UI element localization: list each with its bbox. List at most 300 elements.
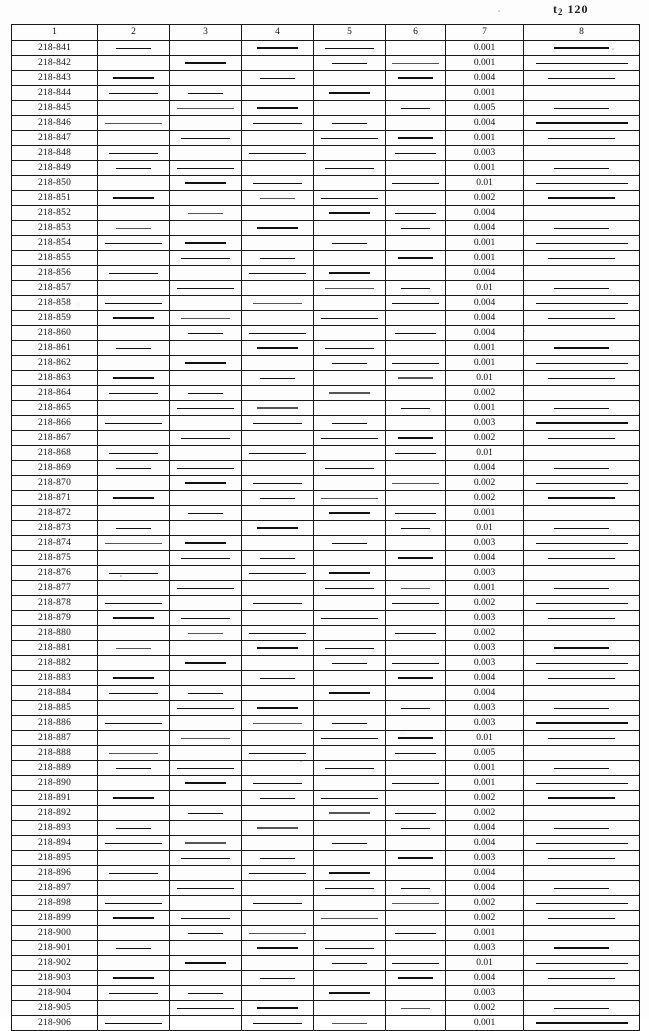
blank-cell-col4 bbox=[242, 431, 314, 446]
blank-cell-col4 bbox=[242, 116, 314, 131]
table-header-row bbox=[12, 25, 640, 41]
blank-cell-col3 bbox=[170, 596, 242, 611]
strike-mark bbox=[253, 783, 303, 784]
blank-cell-col3 bbox=[170, 986, 242, 1001]
blank-cell-col4 bbox=[242, 821, 314, 836]
blank-cell-col3 bbox=[170, 101, 242, 116]
blank-cell-col8 bbox=[524, 821, 640, 836]
blank-cell-col6 bbox=[386, 1016, 446, 1031]
blank-cell-col4 bbox=[242, 176, 314, 191]
strike-mark bbox=[548, 797, 615, 799]
value-col7: 0.003 bbox=[446, 146, 524, 161]
row-id: 218-875 bbox=[12, 551, 98, 566]
strike-mark bbox=[185, 482, 226, 484]
blank-cell-col6 bbox=[386, 656, 446, 671]
strike-mark bbox=[113, 977, 154, 979]
blank-cell-col5 bbox=[314, 551, 386, 566]
blank-cell-col5 bbox=[314, 176, 386, 191]
strike-mark bbox=[177, 468, 234, 469]
blank-cell-col3 bbox=[170, 206, 242, 221]
table-row bbox=[12, 221, 640, 236]
row-id: 218-847 bbox=[12, 131, 98, 146]
column-header-7: 7 bbox=[446, 25, 524, 41]
blank-cell-col6 bbox=[386, 626, 446, 641]
strike-mark bbox=[260, 258, 294, 259]
blank-cell-col8 bbox=[524, 716, 640, 731]
blank-cell-col5 bbox=[314, 401, 386, 416]
value-col7: 0.004 bbox=[446, 221, 524, 236]
row-id: 218-877 bbox=[12, 581, 98, 596]
strike-mark bbox=[249, 933, 306, 934]
blank-cell-col5 bbox=[314, 971, 386, 986]
blank-cell-col2 bbox=[98, 656, 170, 671]
blank-cell-col5 bbox=[314, 416, 386, 431]
blank-cell-col3 bbox=[170, 851, 242, 866]
blank-cell-col3 bbox=[170, 581, 242, 596]
value-col7: 0.002 bbox=[446, 386, 524, 401]
blank-cell-col5 bbox=[314, 896, 386, 911]
blank-cell-col2 bbox=[98, 521, 170, 536]
table-row bbox=[12, 146, 640, 161]
table-row bbox=[12, 686, 640, 701]
table-row bbox=[12, 581, 640, 596]
strike-mark bbox=[109, 753, 159, 754]
blank-cell-col5 bbox=[314, 941, 386, 956]
strike-mark bbox=[177, 708, 234, 709]
strike-mark bbox=[249, 273, 306, 274]
blank-cell-col8 bbox=[524, 416, 640, 431]
blank-cell-col2 bbox=[98, 1001, 170, 1016]
blank-cell-col5 bbox=[314, 206, 386, 221]
blank-cell-col6 bbox=[386, 401, 446, 416]
strike-mark bbox=[395, 453, 436, 454]
row-id: 218-883 bbox=[12, 671, 98, 686]
strike-mark bbox=[554, 528, 609, 529]
value-col7: 0.003 bbox=[446, 656, 524, 671]
table-row bbox=[12, 521, 640, 536]
strike-mark bbox=[185, 362, 226, 364]
strike-mark bbox=[113, 317, 154, 319]
strike-mark bbox=[321, 198, 378, 199]
blank-cell-col2 bbox=[98, 836, 170, 851]
blank-cell-col3 bbox=[170, 116, 242, 131]
strike-mark bbox=[116, 768, 150, 769]
blank-cell-col4 bbox=[242, 311, 314, 326]
strike-mark bbox=[401, 828, 429, 829]
strike-mark bbox=[554, 408, 609, 409]
strike-mark bbox=[249, 873, 306, 874]
blank-cell-col2 bbox=[98, 131, 170, 146]
strike-mark bbox=[257, 947, 298, 949]
strike-mark bbox=[536, 363, 628, 364]
blank-cell-col3 bbox=[170, 356, 242, 371]
blank-cell-col4 bbox=[242, 866, 314, 881]
value-col7: 0.01 bbox=[446, 446, 524, 461]
table-row bbox=[12, 86, 640, 101]
strike-mark bbox=[325, 888, 375, 889]
value-col7: 0.001 bbox=[446, 356, 524, 371]
strike-mark bbox=[113, 677, 154, 679]
blank-cell-col4 bbox=[242, 146, 314, 161]
blank-cell-col5 bbox=[314, 686, 386, 701]
strike-mark bbox=[257, 107, 298, 109]
blank-cell-col3 bbox=[170, 41, 242, 56]
strike-mark bbox=[185, 542, 226, 544]
strike-mark bbox=[113, 377, 154, 379]
strike-mark bbox=[109, 453, 159, 454]
table-row bbox=[12, 761, 640, 776]
blank-cell-col8 bbox=[524, 956, 640, 971]
strike-mark bbox=[177, 1008, 234, 1009]
blank-cell-col2 bbox=[98, 746, 170, 761]
blank-cell-col5 bbox=[314, 626, 386, 641]
blank-cell-col4 bbox=[242, 986, 314, 1001]
value-col7: 0.001 bbox=[446, 251, 524, 266]
column-header-6: 6 bbox=[386, 25, 446, 41]
table-row bbox=[12, 566, 640, 581]
row-id: 218-852 bbox=[12, 206, 98, 221]
strike-mark bbox=[116, 48, 150, 49]
table-row bbox=[12, 326, 640, 341]
table-row bbox=[12, 386, 640, 401]
value-col7: 0.01 bbox=[446, 281, 524, 296]
blank-cell-col4 bbox=[242, 686, 314, 701]
blank-cell-col5 bbox=[314, 776, 386, 791]
strike-mark bbox=[321, 798, 378, 799]
table-row bbox=[12, 866, 640, 881]
table-row bbox=[12, 971, 640, 986]
blank-cell-col8 bbox=[524, 761, 640, 776]
table-row bbox=[12, 101, 640, 116]
blank-cell-col8 bbox=[524, 986, 640, 1001]
blank-cell-col4 bbox=[242, 356, 314, 371]
blank-cell-col5 bbox=[314, 911, 386, 926]
blank-cell-col2 bbox=[98, 911, 170, 926]
strike-mark bbox=[395, 513, 436, 514]
value-col7: 0.002 bbox=[446, 911, 524, 926]
strike-mark bbox=[392, 363, 439, 364]
value-col7: 0.01 bbox=[446, 956, 524, 971]
value-col7: 0.001 bbox=[446, 41, 524, 56]
strike-mark bbox=[257, 1007, 298, 1009]
strike-mark bbox=[548, 918, 615, 919]
strike-mark bbox=[329, 272, 370, 274]
strike-mark bbox=[395, 933, 436, 934]
blank-cell-col8 bbox=[524, 326, 640, 341]
strike-mark bbox=[181, 438, 231, 439]
blank-cell-col4 bbox=[242, 41, 314, 56]
blank-cell-col2 bbox=[98, 146, 170, 161]
row-id: 218-895 bbox=[12, 851, 98, 866]
row-id: 218-886 bbox=[12, 716, 98, 731]
blank-cell-col5 bbox=[314, 791, 386, 806]
strike-mark bbox=[554, 828, 609, 829]
row-id: 218-893 bbox=[12, 821, 98, 836]
table-row bbox=[12, 1001, 640, 1016]
table-row bbox=[12, 956, 640, 971]
strike-mark bbox=[113, 917, 154, 919]
blank-cell-col3 bbox=[170, 431, 242, 446]
blank-cell-col4 bbox=[242, 221, 314, 236]
blank-cell-col5 bbox=[314, 236, 386, 251]
row-id: 218-865 bbox=[12, 401, 98, 416]
blank-cell-col2 bbox=[98, 386, 170, 401]
table-row bbox=[12, 656, 640, 671]
value-col7: 0.002 bbox=[446, 1001, 524, 1016]
strike-mark bbox=[185, 962, 226, 964]
strike-mark bbox=[105, 243, 162, 244]
blank-cell-col5 bbox=[314, 986, 386, 1001]
blank-cell-col5 bbox=[314, 56, 386, 71]
table-row bbox=[12, 116, 640, 131]
blank-cell-col3 bbox=[170, 971, 242, 986]
value-col7: 0.001 bbox=[446, 236, 524, 251]
strike-mark bbox=[253, 1023, 303, 1024]
blank-cell-col8 bbox=[524, 731, 640, 746]
strike-mark bbox=[548, 678, 615, 679]
blank-cell-col8 bbox=[524, 836, 640, 851]
scan-speck bbox=[498, 10, 500, 12]
strike-mark bbox=[181, 858, 231, 859]
row-id: 218-874 bbox=[12, 536, 98, 551]
strike-mark bbox=[188, 993, 222, 994]
strike-mark bbox=[554, 768, 609, 769]
strike-mark bbox=[321, 498, 378, 499]
blank-cell-col4 bbox=[242, 746, 314, 761]
blank-cell-col8 bbox=[524, 776, 640, 791]
blank-cell-col8 bbox=[524, 131, 640, 146]
strike-mark bbox=[249, 333, 306, 334]
blank-cell-col4 bbox=[242, 911, 314, 926]
strike-mark bbox=[395, 333, 436, 334]
table-row bbox=[12, 611, 640, 626]
blank-cell-col2 bbox=[98, 416, 170, 431]
blank-cell-col3 bbox=[170, 296, 242, 311]
blank-cell-col8 bbox=[524, 281, 640, 296]
blank-cell-col8 bbox=[524, 206, 640, 221]
blank-cell-col6 bbox=[386, 581, 446, 596]
strike-mark bbox=[536, 843, 628, 844]
blank-cell-col6 bbox=[386, 476, 446, 491]
row-id: 218-845 bbox=[12, 101, 98, 116]
strike-mark bbox=[257, 347, 298, 349]
value-col7: 0.004 bbox=[446, 461, 524, 476]
strike-mark bbox=[329, 212, 370, 214]
strike-mark bbox=[548, 378, 615, 379]
blank-cell-col8 bbox=[524, 431, 640, 446]
header-note-value: 120 bbox=[567, 2, 589, 16]
strike-mark bbox=[257, 707, 298, 709]
blank-cell-col5 bbox=[314, 716, 386, 731]
blank-cell-col4 bbox=[242, 386, 314, 401]
column-header-8: 8 bbox=[524, 25, 640, 41]
blank-cell-col5 bbox=[314, 461, 386, 476]
strike-mark bbox=[253, 603, 303, 604]
row-id: 218-882 bbox=[12, 656, 98, 671]
blank-cell-col6 bbox=[386, 446, 446, 461]
blank-cell-col4 bbox=[242, 596, 314, 611]
blank-cell-col3 bbox=[170, 251, 242, 266]
strike-mark bbox=[398, 737, 432, 739]
row-id: 218-880 bbox=[12, 626, 98, 641]
blank-cell-col6 bbox=[386, 776, 446, 791]
row-id: 218-861 bbox=[12, 341, 98, 356]
row-id: 218-902 bbox=[12, 956, 98, 971]
blank-cell-col4 bbox=[242, 791, 314, 806]
blank-cell-col8 bbox=[524, 146, 640, 161]
table-row bbox=[12, 791, 640, 806]
strike-mark bbox=[181, 558, 231, 559]
blank-cell-col6 bbox=[386, 356, 446, 371]
blank-cell-col6 bbox=[386, 986, 446, 1001]
strike-mark bbox=[105, 843, 162, 844]
blank-cell-col4 bbox=[242, 941, 314, 956]
strike-mark bbox=[548, 78, 615, 79]
strike-mark bbox=[325, 288, 375, 289]
blank-cell-col5 bbox=[314, 581, 386, 596]
row-id: 218-856 bbox=[12, 266, 98, 281]
blank-cell-col3 bbox=[170, 146, 242, 161]
blank-cell-col4 bbox=[242, 521, 314, 536]
value-col7: 0.002 bbox=[446, 476, 524, 491]
strike-mark bbox=[116, 948, 150, 949]
strike-mark bbox=[392, 963, 439, 964]
blank-cell-col6 bbox=[386, 236, 446, 251]
blank-cell-col2 bbox=[98, 956, 170, 971]
blank-cell-col2 bbox=[98, 716, 170, 731]
blank-cell-col6 bbox=[386, 296, 446, 311]
blank-cell-col6 bbox=[386, 746, 446, 761]
strike-mark bbox=[398, 137, 432, 139]
blank-cell-col6 bbox=[386, 506, 446, 521]
blank-cell-col6 bbox=[386, 386, 446, 401]
table-row bbox=[12, 206, 640, 221]
row-id: 218-872 bbox=[12, 506, 98, 521]
strike-mark bbox=[177, 768, 234, 769]
blank-cell-col5 bbox=[314, 641, 386, 656]
blank-cell-col5 bbox=[314, 731, 386, 746]
row-id: 218-849 bbox=[12, 161, 98, 176]
strike-mark bbox=[554, 47, 609, 49]
strike-mark bbox=[109, 573, 159, 574]
strike-mark bbox=[554, 168, 609, 169]
value-col7: 0.004 bbox=[446, 821, 524, 836]
blank-cell-col3 bbox=[170, 836, 242, 851]
blank-cell-col4 bbox=[242, 776, 314, 791]
strike-mark bbox=[329, 572, 370, 574]
blank-cell-col8 bbox=[524, 686, 640, 701]
table-row bbox=[12, 311, 640, 326]
blank-cell-col8 bbox=[524, 356, 640, 371]
blank-cell-col5 bbox=[314, 596, 386, 611]
blank-cell-col8 bbox=[524, 86, 640, 101]
blank-cell-col3 bbox=[170, 881, 242, 896]
strike-mark bbox=[185, 182, 226, 184]
blank-cell-col5 bbox=[314, 746, 386, 761]
blank-cell-col5 bbox=[314, 851, 386, 866]
blank-cell-col2 bbox=[98, 941, 170, 956]
row-id: 218-860 bbox=[12, 326, 98, 341]
blank-cell-col8 bbox=[524, 851, 640, 866]
blank-cell-col4 bbox=[242, 86, 314, 101]
value-col7: 0.001 bbox=[446, 926, 524, 941]
blank-cell-col2 bbox=[98, 581, 170, 596]
blank-cell-col3 bbox=[170, 506, 242, 521]
row-id: 218-862 bbox=[12, 356, 98, 371]
blank-cell-col4 bbox=[242, 281, 314, 296]
blank-cell-col8 bbox=[524, 41, 640, 56]
strike-mark bbox=[332, 123, 366, 124]
value-col7: 0.002 bbox=[446, 806, 524, 821]
blank-cell-col6 bbox=[386, 881, 446, 896]
row-id: 218-855 bbox=[12, 251, 98, 266]
strike-mark bbox=[554, 1008, 609, 1009]
strike-mark bbox=[249, 453, 306, 454]
blank-cell-col6 bbox=[386, 791, 446, 806]
strike-mark bbox=[321, 138, 378, 139]
blank-cell-col3 bbox=[170, 1016, 242, 1031]
column-header-2: 2 bbox=[98, 25, 170, 41]
strike-mark bbox=[548, 197, 615, 199]
blank-cell-col6 bbox=[386, 491, 446, 506]
blank-cell-col6 bbox=[386, 281, 446, 296]
table-row bbox=[12, 941, 640, 956]
table-row bbox=[12, 41, 640, 56]
blank-cell-col3 bbox=[170, 416, 242, 431]
blank-cell-col4 bbox=[242, 716, 314, 731]
strike-mark bbox=[321, 438, 378, 439]
strike-mark bbox=[257, 407, 298, 409]
strike-mark bbox=[105, 543, 162, 544]
blank-cell-col8 bbox=[524, 866, 640, 881]
blank-cell-col6 bbox=[386, 131, 446, 146]
blank-cell-col4 bbox=[242, 551, 314, 566]
blank-cell-col4 bbox=[242, 446, 314, 461]
blank-cell-col5 bbox=[314, 266, 386, 281]
strike-mark bbox=[113, 617, 154, 619]
value-col7: 0.002 bbox=[446, 626, 524, 641]
blank-cell-col6 bbox=[386, 311, 446, 326]
table-row bbox=[12, 161, 640, 176]
blank-cell-col2 bbox=[98, 236, 170, 251]
blank-cell-col5 bbox=[314, 341, 386, 356]
value-col7: 0.003 bbox=[446, 986, 524, 1001]
blank-cell-col8 bbox=[524, 536, 640, 551]
blank-cell-col5 bbox=[314, 446, 386, 461]
strike-mark bbox=[325, 168, 375, 169]
row-id: 218-853 bbox=[12, 221, 98, 236]
strike-mark bbox=[536, 603, 628, 604]
blank-cell-col8 bbox=[524, 386, 640, 401]
blank-cell-col6 bbox=[386, 836, 446, 851]
value-col7: 0.004 bbox=[446, 551, 524, 566]
strike-mark bbox=[329, 872, 370, 874]
blank-cell-col6 bbox=[386, 221, 446, 236]
blank-cell-col5 bbox=[314, 326, 386, 341]
blank-cell-col3 bbox=[170, 791, 242, 806]
row-id: 218-870 bbox=[12, 476, 98, 491]
value-col7: 0.003 bbox=[446, 941, 524, 956]
blank-cell-col4 bbox=[242, 101, 314, 116]
value-col7: 0.001 bbox=[446, 1016, 524, 1031]
table-row bbox=[12, 896, 640, 911]
blank-cell-col8 bbox=[524, 581, 640, 596]
blank-cell-col2 bbox=[98, 101, 170, 116]
table-row bbox=[12, 926, 640, 941]
blank-cell-col4 bbox=[242, 806, 314, 821]
blank-cell-col8 bbox=[524, 176, 640, 191]
row-id: 218-892 bbox=[12, 806, 98, 821]
